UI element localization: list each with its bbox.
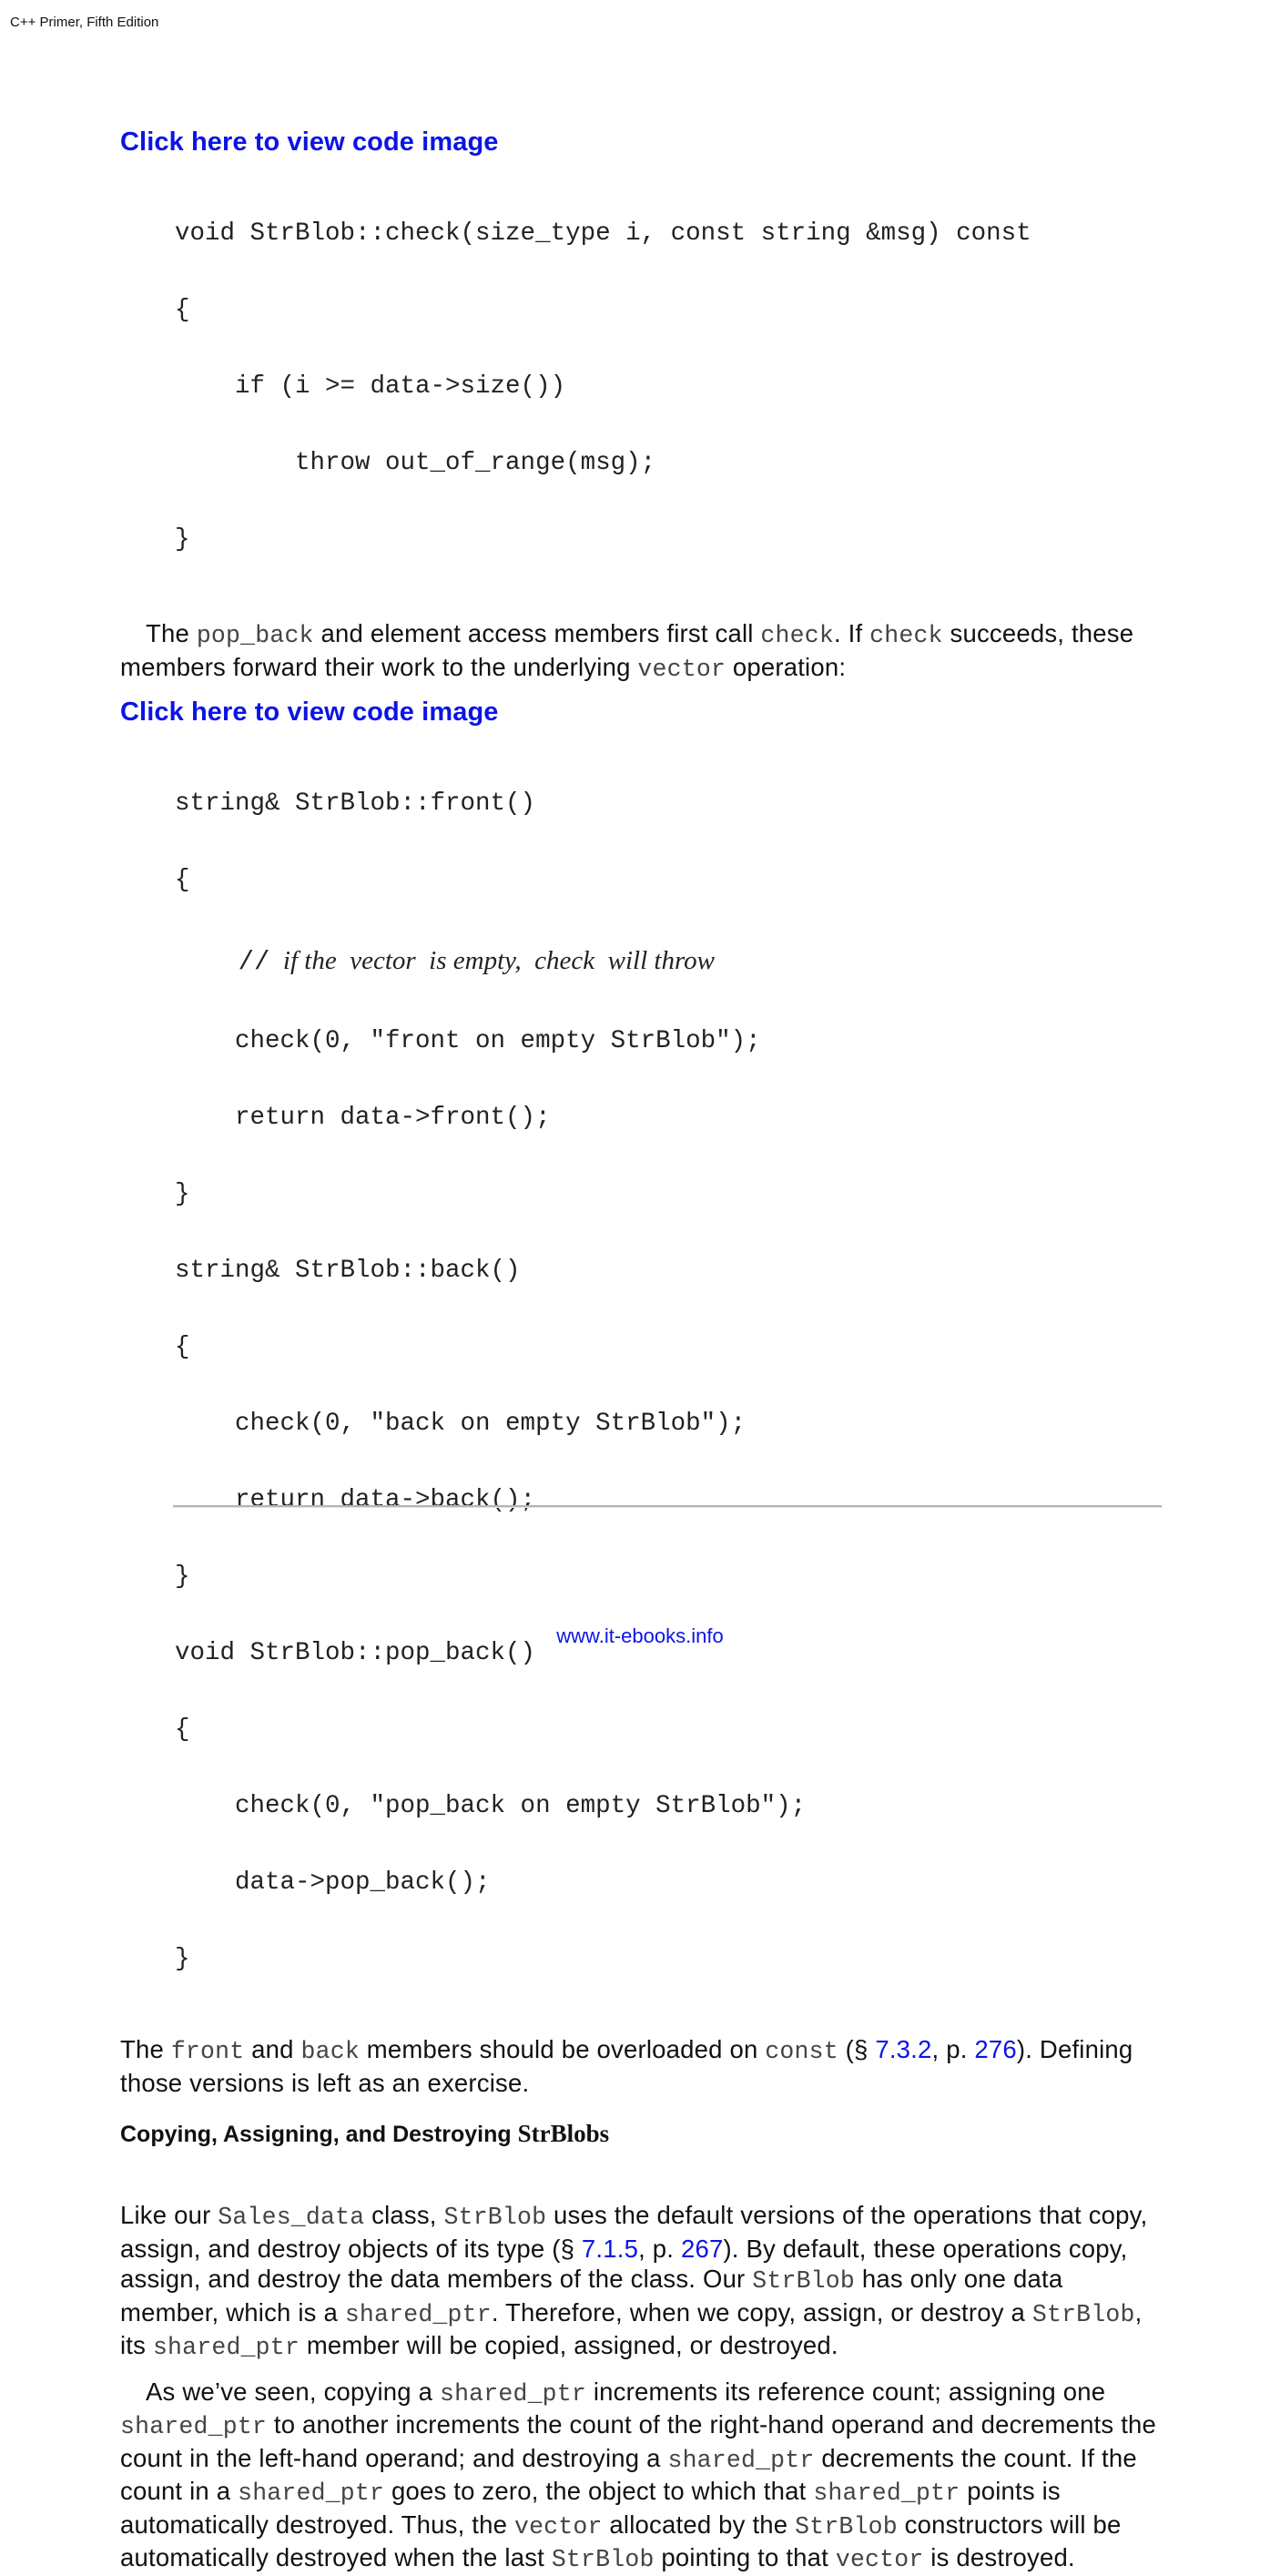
code-line: { <box>175 1333 190 1361</box>
text-run: decrements the count. If the count in a <box>120 2443 1137 2505</box>
inline-code: pop_back <box>196 622 314 649</box>
text-run: points is automatically destroyed. Thus, the <box>120 2477 1061 2539</box>
inline-code: vector <box>637 655 726 683</box>
inline-code: vector <box>513 2512 603 2540</box>
paragraph-forwarding <box>120 618 1167 685</box>
heading-code: StrBlobs <box>517 2120 610 2147</box>
inline-code: shared_ptr <box>238 2479 385 2507</box>
inline-code: StrBlob <box>551 2546 655 2573</box>
inline-code: shared_ptr <box>152 2334 300 2361</box>
inline-code: check <box>760 622 834 649</box>
code-line: } <box>175 1563 190 1591</box>
page-divider <box>173 1505 1162 1507</box>
inline-code: shared_ptr <box>813 2479 960 2507</box>
book-title-header: C++ Primer, Fifth Edition <box>10 15 159 30</box>
text-run: , its <box>120 2297 1143 2359</box>
code-line: } <box>175 525 190 554</box>
text-run: , p. <box>931 2035 975 2063</box>
text-run: members should be overloaded on <box>359 2035 766 2063</box>
inline-code: StrBlob <box>443 2204 547 2231</box>
code-line: return data->back(); <box>175 1486 536 1514</box>
inline-code: vector <box>835 2546 924 2573</box>
text-run: goes to zero, the object to which that <box>384 2477 814 2505</box>
text-run: (§ <box>838 2035 876 2063</box>
text-run: . Therefore, when we copy, assign, or destroy a <box>491 2297 1032 2327</box>
text-run: and element access members first call <box>313 619 761 647</box>
text-run: . If <box>833 619 870 647</box>
text-run: ). By default, these operations copy, assign, and destroy the data members of the class. Our <box>120 2234 1128 2293</box>
section-heading <box>120 2120 1167 2148</box>
footer-website-link[interactable]: www.it-ebooks.info <box>556 1624 724 1647</box>
text-run: to another increments the count of the right-hand operand and decrements the count in the left-hand operand; and destroying a <box>120 2410 1157 2472</box>
inline-code: StrBlob <box>752 2267 855 2295</box>
text-run: member will be copied, assigned, or destroyed. <box>299 2331 838 2359</box>
text-run: The <box>146 619 197 647</box>
text-run: is destroyed. <box>923 2543 1075 2571</box>
inline-code: StrBlob <box>1031 2300 1135 2328</box>
inline-code: shared_ptr <box>439 2379 586 2408</box>
code-line: string& StrBlob::front() <box>175 789 536 818</box>
text-run: ). Defining those versions is left as an exercise. <box>120 2035 1133 2097</box>
text-run: increments its reference count; assigning one <box>586 2377 1106 2406</box>
inline-code: back <box>300 2038 360 2065</box>
paragraph-overload-note <box>120 2034 1167 2098</box>
code-line: check(0, "back on empty StrBlob"); <box>175 1410 747 1438</box>
inline-code: shared_ptr <box>667 2446 815 2474</box>
inline-code: Sales_data <box>218 2204 365 2231</box>
text-run: As we’ve seen, copying a <box>146 2377 440 2406</box>
code-line: throw out_of_range(msg); <box>175 449 656 477</box>
code-line: void StrBlob::pop_back() <box>175 1639 536 1667</box>
text-run: Like our <box>120 2201 218 2229</box>
code-line: return data->front(); <box>175 1104 551 1132</box>
code-line: check(0, "front on empty StrBlob"); <box>175 1027 761 1055</box>
text-run: uses the default versions of the operations that copy, assign, and destroy objects of its type (§ <box>120 2201 1148 2263</box>
text-run: allocated by the <box>602 2510 796 2539</box>
comment-slashes: // <box>175 947 270 977</box>
code-line: { <box>175 1716 190 1744</box>
section-reference-link[interactable]: 7.1.5 <box>581 2234 639 2263</box>
code-line: if (i >= data->size()) <box>175 372 566 401</box>
code-line: { <box>175 296 190 324</box>
code-line: data->pop_back(); <box>175 1868 491 1897</box>
page-content <box>120 127 1167 2576</box>
inline-code: check <box>869 622 943 649</box>
text-run: The <box>120 2035 171 2063</box>
code-comment-line <box>175 944 1167 978</box>
text-run: , p. <box>638 2234 681 2263</box>
text-run: and <box>244 2035 301 2063</box>
inline-code: const <box>765 2038 838 2065</box>
inline-code: StrBlob <box>795 2512 898 2540</box>
inline-code: shared_ptr <box>344 2300 492 2328</box>
code-line: } <box>175 1945 190 1973</box>
paragraph-reference-count <box>120 2377 1167 2576</box>
view-code-image-link[interactable]: Click here to view code image <box>120 127 499 157</box>
code-block-accessors <box>175 740 1167 2023</box>
paragraph-default-copy <box>120 2200 1167 2364</box>
code-line: void StrBlob::check(size_type i, const string &msg) const <box>175 219 1031 248</box>
text-run: class, <box>364 2201 444 2229</box>
page-reference-link[interactable]: 276 <box>974 2035 1017 2063</box>
view-code-image-link[interactable]: Click here to view code image <box>120 697 499 727</box>
code-line: } <box>175 1180 190 1208</box>
comment-text: if the vector is empty, check will throw <box>269 946 716 975</box>
code-block-check <box>175 170 1167 604</box>
section-reference-link[interactable]: 7.3.2 <box>875 2035 932 2063</box>
text-run: operation: <box>726 652 847 681</box>
text-run: succeeds, these members forward their work to the underlying <box>120 619 1134 681</box>
code-line: check(0, "pop_back on empty StrBlob"); <box>175 1792 807 1820</box>
code-line: string& StrBlob::back() <box>175 1257 521 1285</box>
text-run: pointing to that <box>654 2543 836 2571</box>
inline-code: shared_ptr <box>120 2413 268 2440</box>
heading-text: Copying, Assigning, and Destroying <box>120 2122 518 2147</box>
inline-code: front <box>170 2038 245 2065</box>
code-line: { <box>175 866 190 894</box>
page-reference-link[interactable]: 267 <box>680 2234 724 2263</box>
text-run: has only one data member, which is a <box>120 2265 1063 2327</box>
text-run: constructors will be automatically destroyed when the last <box>120 2510 1122 2571</box>
